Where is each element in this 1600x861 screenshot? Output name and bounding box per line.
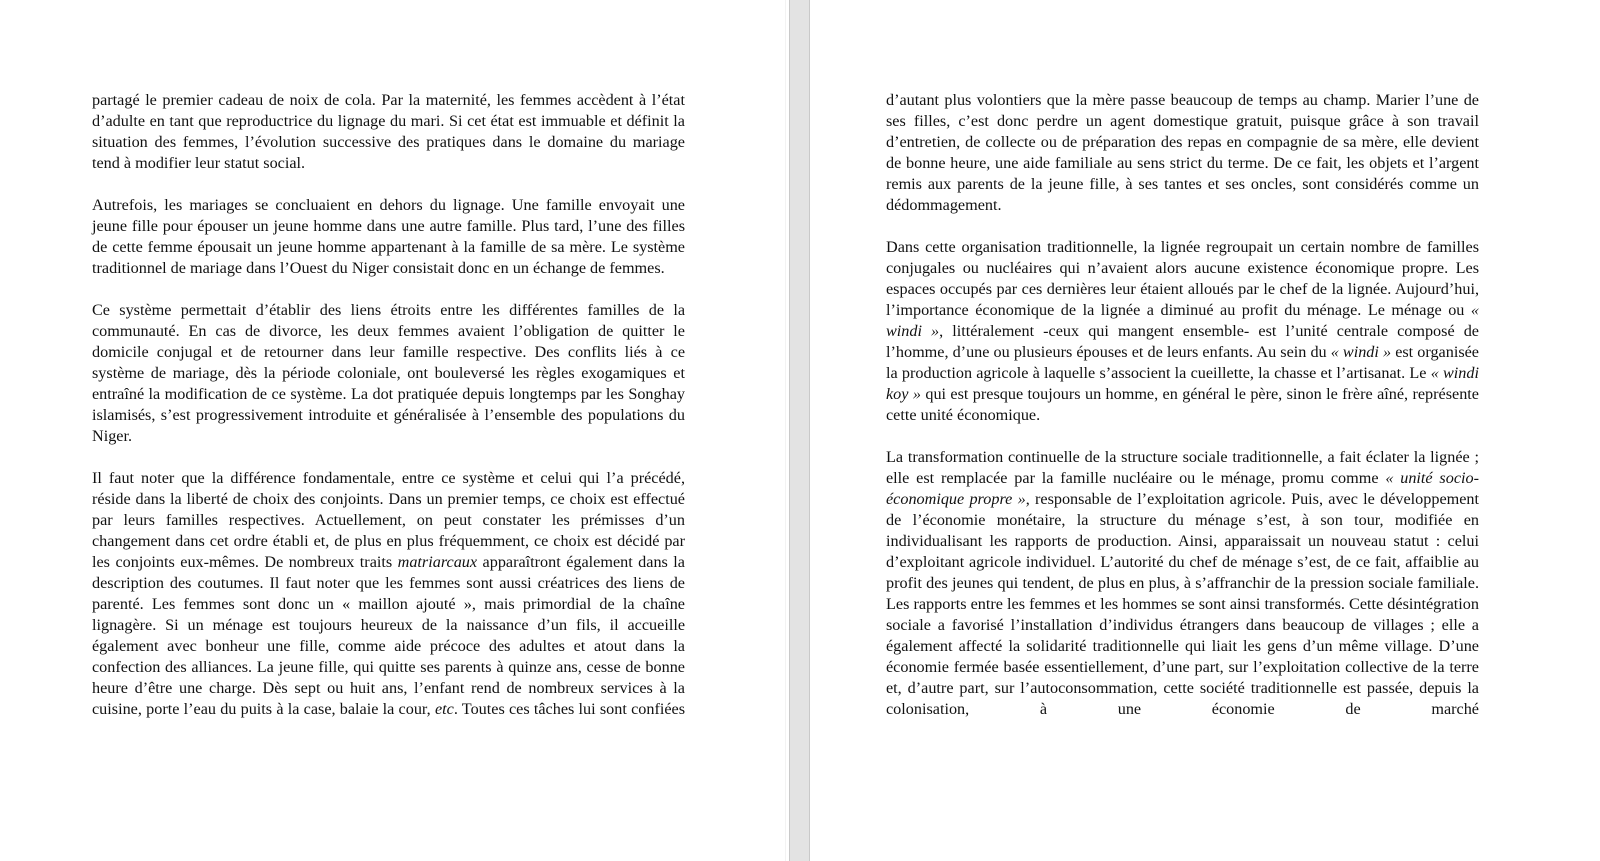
italic-term: etc — [434, 700, 454, 718]
document-page-left — [0, 0, 789, 861]
paragraph — [92, 300, 685, 447]
paragraph — [92, 468, 685, 720]
text-column-right — [886, 90, 1479, 720]
italic-term: matriarcaux — [397, 553, 478, 571]
paragraph — [886, 90, 1479, 216]
page-separator — [789, 0, 810, 861]
page-shadow — [785, 0, 786, 861]
text-run: d’autant plus volontiers que la mère passe beaucoup de temps au champ. Marier l’une de ses filles, c’est donc perdre un agent domestique gratuit, puisque grâce à son travail d’entretien, de collecte ou de préparation des repas en compagnie de sa mère, elle devient de bonne heure, une aide familiale au sens strict du terme. De ce fait, les objets et l’argent remis aux parents de la jeune fille, à ses tantes et ses oncles, sont considérés comme un dédommagement. — [886, 91, 1479, 214]
paragraph — [92, 195, 685, 279]
text-run: , responsable de l’exploitation agricole. Puis, avec le développement de l’économie monétaire, la structure du ménage s’est, à son tour, modifiée en individualisant les rapports de production. Ainsi, apparaissait un nouveau statut : celui d’exploitant agricole individuel. L’autorité du chef de ménage s’est, de ce fait, affaiblie au profit des jeunes qui tendent, de plus en plus, à s’affranchir de la pression sociale familiale. Les rapports entre les femmes et les hommes se sont ainsi transformés. Cette désintégration sociale a favorisé l’installation d’individus étrangers dans beaucoup de villages ; elle a également affecté la solidarité traditionnelle qui liait les gens d’un même village. D’une économie fermée basée essentiellement, d’une part, sur l’exploitation collective de la terre et, d’autre part, sur l’autoconsommation, cette société traditionnelle est passée, depuis la colonisation, à une économie de marché — [886, 490, 1479, 718]
text-run: Autrefois, les mariages se concluaient en dehors du lignage. Une famille envoyait une jeune fille pour épouser un jeune homme dans une autre famille. Plus tard, l’une des filles de cette femme épousait un jeune homme appartenant à la famille de sa mère. Le système traditionnel de mariage dans l’Ouest du Niger consistait donc en un échange de femmes. — [92, 196, 685, 277]
text-run: La transformation continuelle de la structure sociale traditionnelle, a fait éclater la lignée ; elle est remplacée par la famille nucléaire ou le ménage, promu comme — [886, 448, 1479, 487]
text-run: qui est presque toujours un homme, en général le père, sinon le frère aîné, représente cette unité économique. — [886, 385, 1479, 424]
italic-term: « windi » — [886, 301, 1479, 340]
text-run: . Toutes ces tâches lui sont confiées — [453, 700, 685, 718]
text-run: , littéralement -ceux qui mangent ensemble- est l’unité centrale composé de l’homme, d’une ou plusieurs épouses et de leurs enfants. Au sein du — [886, 322, 1479, 361]
document-page-right — [810, 0, 1600, 861]
italic-term: « windi koy » — [886, 364, 1479, 403]
text-run: Il faut noter que la différence fondamentale, entre ce système et celui qui l’a précédé, réside dans la liberté de choix des conjoints. Dans un premier temps, ce choix est effectué par leurs familles respectives. Actuellement, on peut constater les prémisses d’un changement dans cet ordre établi et, de plus en plus fréquemment, ce choix est décidé par les conjoints eux-mêmes. De nombreux traits — [92, 469, 685, 571]
text-run: est organisée la production agricole à laquelle s’associent la cueillette, la chasse et l’artisanat. Le — [886, 343, 1479, 382]
paragraph — [92, 90, 685, 174]
text-run: Ce système permettait d’établir des liens étroits entre les différentes familles de la communauté. En cas de divorce, les deux femmes avaient l’obligation de quitter le domicile conjugal et de retourner dans leur famille respective. Des conflits liés à ce système de mariage, dès la période coloniale, ont bouleversé les règles exogamiques et entraîné la modification de ce système. La dot pratiquée depuis longtemps par les Songhay islamisés, s’est progressivement introduite et généralisée à l’ensemble des populations du Niger. — [92, 301, 685, 445]
paragraph — [886, 237, 1479, 426]
text-run: apparaîtront également dans la description des coutumes. Il faut noter que les femmes sont aussi créatrices des liens de parenté. Les femmes sont donc un « maillon ajouté », mais primordial de la chaîne lignagère. Si un ménage est toujours heureux de la naissance d’un fils, il accueille également avec bonheur une fille, comme aide précoce des adultes et atout dans la confection des alliances. La jeune fille, qui quitte ses parents à quinze ans, cesse de bonne heure d’être une charge. Dès sept ou huit ans, l’enfant rend de nombreux services à la cuisine, porte l’eau du puits à la case, balaie la cour, — [92, 553, 685, 718]
italic-term: « unité socio-économique propre » — [886, 469, 1479, 508]
text-run: partagé le premier cadeau de noix de cola. Par la maternité, les femmes accèdent à l’état d’adulte en tant que reproductrice du lignage du mari. Si cet état est immuable et définit la situation des femmes, l’évolution successive des pratiques dans le domaine du mariage tend à modifier leur statut social. — [92, 91, 685, 172]
italic-term: « windi » — [1330, 343, 1392, 361]
text-run: Dans cette organisation traditionnelle, la lignée regroupait un certain nombre de familles conjugales ou nucléaires qui n’avaient alors aucune existence économique propre. Les espaces occupés par ces dernières leur étaient alloués par le chef de la lignée. Aujourd’hui, l’importance économique de la lignée a diminué au profit du ménage. Le ménage ou — [886, 238, 1479, 319]
paragraph — [886, 447, 1479, 720]
text-column-left — [92, 90, 685, 720]
